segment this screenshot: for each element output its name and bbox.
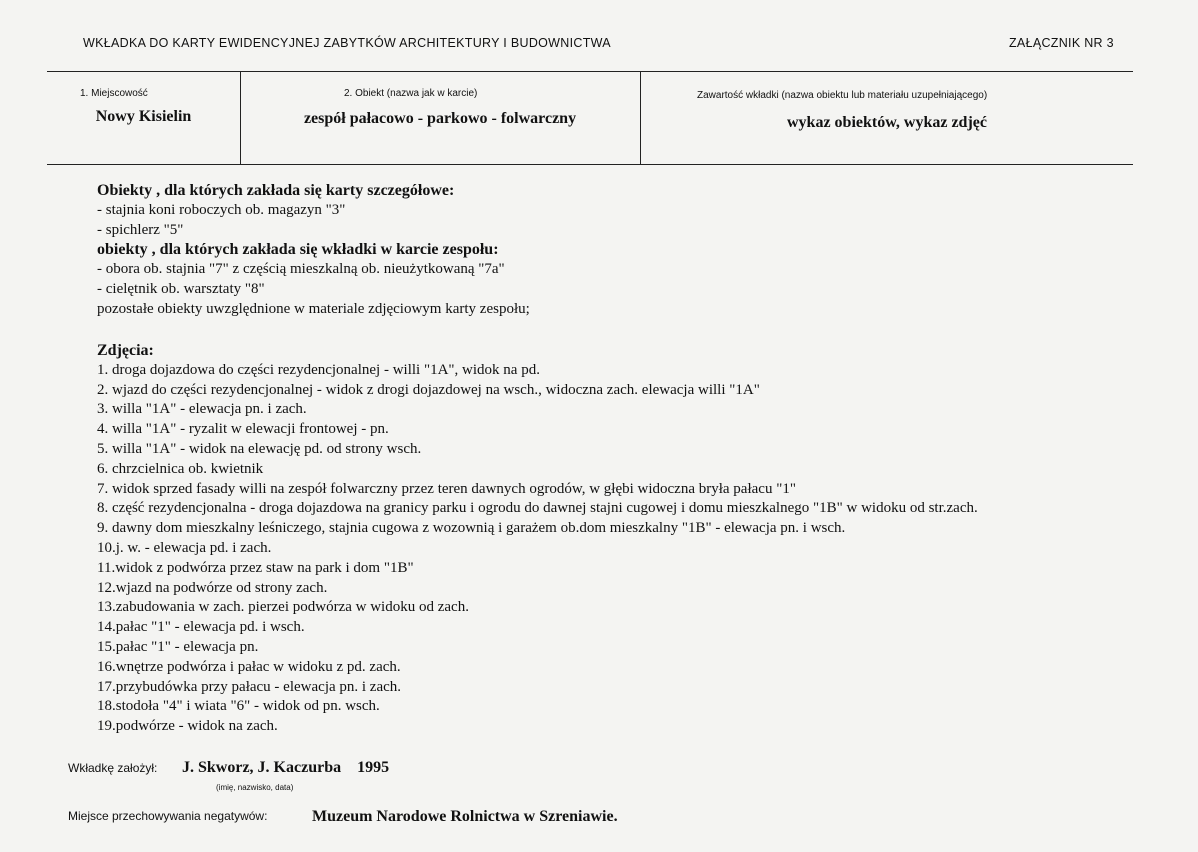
locality-label: 1. Miejscowość — [80, 88, 148, 99]
author-label: Wkładkę założył: — [68, 761, 158, 775]
storage-value: Muzeum Narodowe Rolnictwa w Szreniawie. — [312, 808, 618, 825]
photo-item: 13.zabudowania w zach. pierzei podwórza w widoku od zach. — [97, 599, 469, 616]
list-item: - obora ob. stajnia "7" z częścią mieszkalną ob. nieużytkowaną "7a" — [97, 261, 505, 278]
photo-item: 7. widok sprzed fasady willi na zespół folwarczny przez teren dawnych ogrodów, w głębi widoczna bryła pałacu "1" — [97, 480, 796, 497]
photo-item: 17.przybudówka przy pałacu - elewacja pn. i zach. — [97, 678, 402, 695]
objects-note: pozostałe obiekty uwzględnione w materiale zdjęciowym karty zespołu; — [97, 300, 530, 317]
photos-heading: Zdjęcia: — [97, 342, 154, 359]
photo-item: 16.wnętrze podwórza i pałac w widoku z pd. zach. — [97, 658, 401, 675]
annex-number: ZAŁĄCZNIK NR 3 — [1009, 36, 1114, 50]
photo-item: 9. dawny dom mieszkalny leśniczego, stajnia cugowa z wozownią i garażem ob.dom mieszkalny "1B" - elewacja pn. i wsch. — [97, 520, 846, 537]
locality-value: Nowy Kisielin — [95, 108, 192, 125]
form-title: WKŁADKA DO KARTY EWIDENCYJNEJ ZABYTKÓW ARCHITEKTURY I BUDOWNICTWA — [83, 36, 611, 50]
content-label: Zawartość wkładki (nazwa obiektu lub materiału uzupełniającego) — [697, 90, 988, 101]
photo-item: 8. część rezydencjonalna - droga dojazdowa na granicy parku i ogrodu do dawnej stajni cugowej i domu mieszkalnego "1B" w widoku od str.zach. — [97, 500, 978, 517]
list-item: - spichlerz "5" — [97, 221, 184, 238]
detailed-cards-heading: Obiekty , dla których zakłada się karty szczegółowe: — [97, 182, 455, 199]
photo-item: 11.widok z podwórza przez staw na park i dom "1B" — [97, 559, 414, 576]
list-item: - cielętnik ob. warsztaty "8" — [97, 280, 265, 297]
storage-label: Miejsce przechowywania negatywów: — [68, 809, 268, 823]
content-value: wykaz obiektów, wykaz zdjęć — [787, 114, 987, 131]
inserts-heading: obiekty , dla których zakłada się wkładki w karcie zespołu: — [97, 241, 499, 259]
photos-section — [97, 341, 978, 737]
photo-item: 1. droga dojazdowa do części rezydencjonalnej - willi "1A", widok na pd. — [97, 361, 540, 378]
photo-item: 5. willa "1A" - widok na elewację pd. od strony wsch. — [97, 440, 422, 457]
table-top-border — [47, 71, 1133, 72]
photo-item: 18.stodoła "4" i wiata "6" - widok od pn. wsch. — [97, 698, 380, 715]
photo-item: 10.j. w. - elewacja pd. i zach. — [97, 539, 272, 556]
list-item: - stajnia koni roboczych ob. magazyn "3" — [97, 201, 346, 218]
photo-item: 2. wjazd do części rezydencjonalnej - widok z drogi dojazdowej na wsch., widoczna zach. elewacja willi "1A" — [97, 381, 760, 398]
photo-item: 15.pałac "1" - elewacja pn. — [97, 638, 259, 655]
photo-item: 14.pałac "1" - elewacja pd. i wsch. — [97, 619, 305, 636]
photo-item: 3. willa "1A" - elewacja pn. i zach. — [97, 401, 307, 418]
photo-item: 12.wjazd na podwórze od strony zach. — [97, 579, 328, 596]
photo-item: 6. chrzcielnica ob. kwietnik — [97, 460, 264, 477]
photo-item: 4. willa "1A" - ryzalit w elewacji frontowej - pn. — [97, 421, 389, 438]
photo-item: 19.podwórze - widok na zach. — [97, 718, 278, 735]
author-hint: (imię, nazwisko, data) — [216, 783, 294, 792]
author-value: J. Skworz, J. Kaczurba 1995 — [182, 759, 390, 776]
object-label: 2. Obiekt (nazwa jak w karcie) — [344, 88, 478, 99]
table-bottom-border — [47, 164, 1133, 165]
object-value: zespół pałacowo - parkowo - folwarczny — [303, 110, 577, 127]
objects-section — [97, 181, 530, 320]
